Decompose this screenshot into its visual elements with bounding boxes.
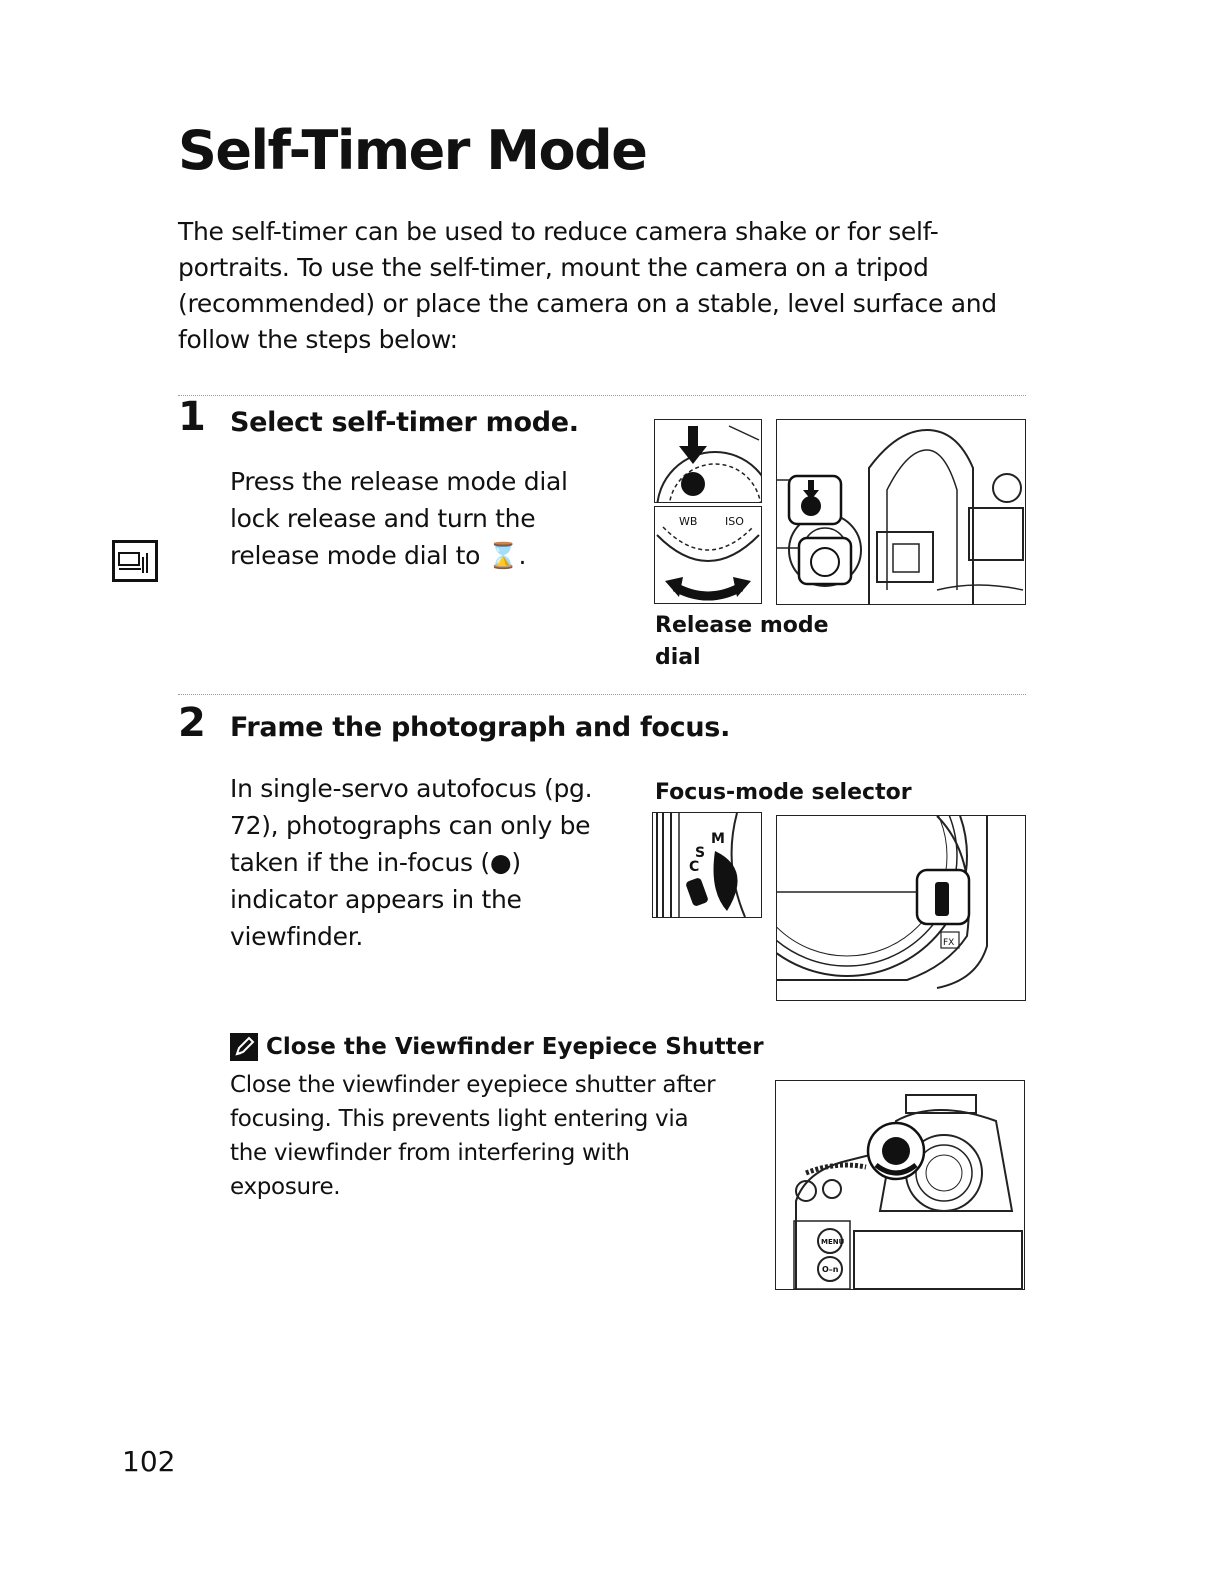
step-2-number: 2 [178,700,206,746]
camera-front-figure [776,815,1026,1001]
note-text: Close the viewfinder eyepiece shutter after focusing. This prevents light entering via the viewfinder from interfering with exposure. [230,1072,716,1200]
camera-top-figure [776,419,1026,605]
section-divider [178,694,1026,695]
page-number: 102 [122,1445,176,1478]
note-title: Close the Viewfinder Eyepiece Shutter [266,1034,764,1060]
step-2-title: Frame the photograph and focus. [230,712,731,743]
page-title: Self-Timer Mode [178,119,647,182]
intro-paragraph: The self-timer can be used to reduce camera shake or for self-portraits. To use the self-timer, mount the camera on a tripod (recommended) or place the camera on a stable, level surface and follow the steps below: [178,217,997,354]
wb-label: WB [679,515,698,528]
iso-label: ISO [725,515,744,528]
release-dial-rotate-figure [654,506,762,604]
focus-selector-closeup-figure [652,812,762,918]
step-1-number: 1 [178,394,206,440]
step-1-text: Press the release mode dial lock release and turn the release mode dial to ⌛. [230,467,568,570]
focus-mode-selector-caption: Focus-mode selector [655,780,912,805]
release-mode-dial-caption: Release mode dial [655,613,829,670]
c-label: C [689,859,700,875]
eyepiece-shutter-figure [775,1080,1025,1290]
pencil-note-icon [230,1033,258,1061]
fx-label: FX [943,938,955,948]
release-mode-icon [112,540,158,582]
menu-button-label: MENU [821,1238,845,1246]
step-1-title: Select self-timer mode. [230,407,579,438]
s-label: S [695,845,706,861]
m-label: M [711,831,725,847]
release-dial-lock-figure [654,419,762,503]
step-2-text: In single-servo autofocus (pg. 72), photographs can only be taken if the in-focus (●) indicator appears in the viewfinder. [230,774,593,951]
key-button-label: O–n [822,1265,839,1274]
section-divider [178,395,1026,396]
